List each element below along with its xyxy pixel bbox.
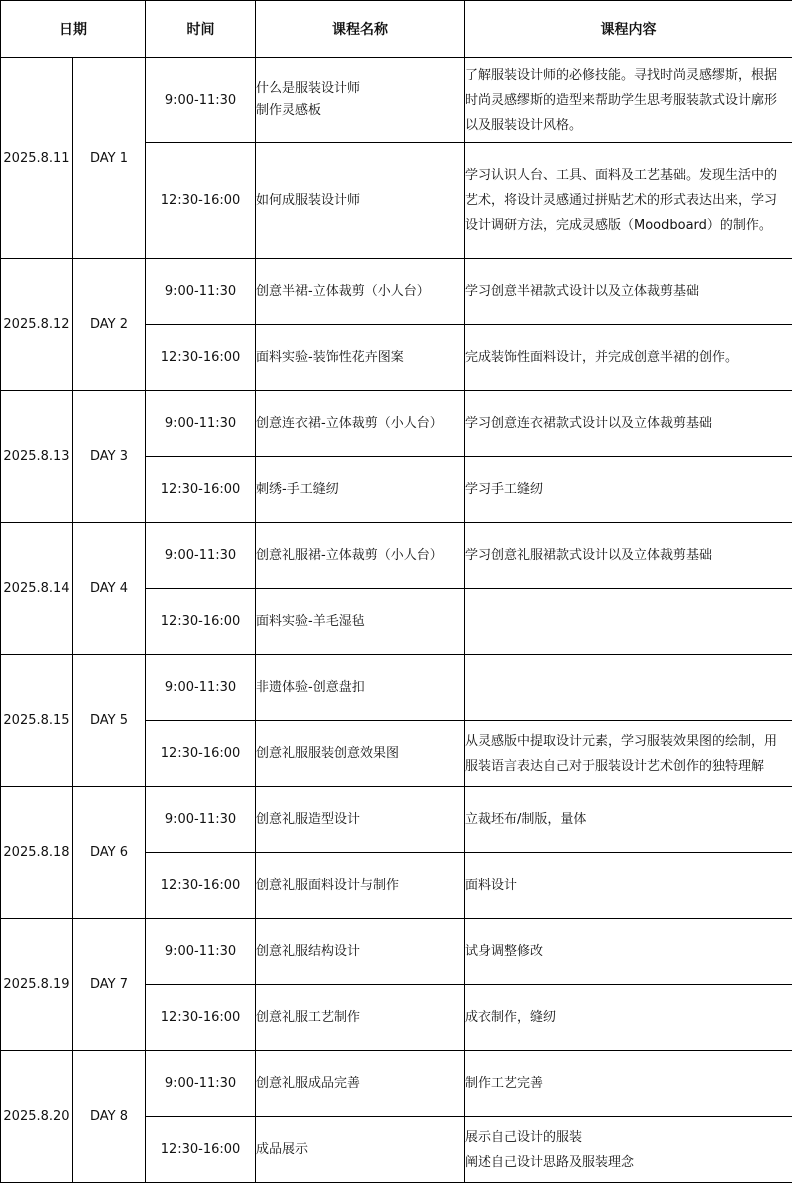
course-content-line: 从灵感版中提取设计元素，学习服装效果图的绘制，用 xyxy=(465,729,792,754)
time-cell: 9:00-11:30 xyxy=(146,259,256,325)
course-content-line: 成衣制作，缝纫 xyxy=(465,1005,792,1030)
course-content-cell xyxy=(465,523,792,589)
course-content-line: 学习认识人台、工具、面料及工艺基础。发现生活中的 xyxy=(465,163,792,188)
course-name-cell xyxy=(256,523,465,589)
date-cell: 2025.8.13 xyxy=(1,391,73,523)
course-name-cell xyxy=(256,919,465,985)
course-content-line: 面料设计 xyxy=(465,873,792,898)
date-cell: 2025.8.12 xyxy=(1,259,73,391)
course-name-line: 成品展示 xyxy=(256,1139,464,1161)
date-cell: 2025.8.19 xyxy=(1,919,73,1051)
course-name-line: 什么是服装设计师 xyxy=(256,78,464,100)
course-content-cell xyxy=(465,655,792,721)
course-content-cell xyxy=(465,457,792,523)
time-cell: 9:00-11:30 xyxy=(146,58,256,143)
course-name-cell xyxy=(256,655,465,721)
time-cell: 12:30-16:00 xyxy=(146,325,256,391)
course-name-cell xyxy=(256,143,465,259)
course-content-cell xyxy=(465,325,792,391)
day-cell: DAY 1 xyxy=(73,58,146,259)
day-cell: DAY 7 xyxy=(73,919,146,1051)
course-content-cell xyxy=(465,143,792,259)
course-content-line: 时尚灵感缪斯的造型来帮助学生思考服装款式设计廓形 xyxy=(465,88,792,113)
course-name-line: 创意礼服造型设计 xyxy=(256,809,464,831)
schedule-row xyxy=(1,523,792,589)
course-content-line: 以及服装设计风格。 xyxy=(465,113,792,138)
schedule-row xyxy=(1,58,792,143)
time-cell: 9:00-11:30 xyxy=(146,787,256,853)
schedule-body xyxy=(1,58,792,1183)
time-cell: 12:30-16:00 xyxy=(146,143,256,259)
course-name-line: 制作灵感板 xyxy=(256,100,464,122)
time-cell: 9:00-11:30 xyxy=(146,1051,256,1117)
course-name-cell xyxy=(256,58,465,143)
course-content-line: 学习创意连衣裙款式设计以及立体裁剪基础 xyxy=(465,411,792,436)
schedule-row xyxy=(1,391,792,457)
course-name-cell xyxy=(256,787,465,853)
course-content-cell xyxy=(465,787,792,853)
course-name-cell xyxy=(256,259,465,325)
course-content-line: 试身调整修改 xyxy=(465,939,792,964)
course-content-cell xyxy=(465,58,792,143)
time-cell: 12:30-16:00 xyxy=(146,985,256,1051)
date-cell: 2025.8.14 xyxy=(1,523,73,655)
day-cell: DAY 8 xyxy=(73,1051,146,1183)
course-content-line: 服装语言表达自己对于服装设计艺术创作的独特理解 xyxy=(465,754,792,779)
course-name-line: 创意半裙-立体裁剪（小人台） xyxy=(256,281,464,303)
course-name-cell xyxy=(256,1117,465,1183)
course-name-line: 如何成服装设计师 xyxy=(256,190,464,212)
course-content-line: 制作工艺完善 xyxy=(465,1071,792,1096)
course-name-line: 面料实验-羊毛湿毡 xyxy=(256,611,464,633)
header-date: 日期 xyxy=(1,1,146,58)
course-name-cell xyxy=(256,589,465,655)
header-row xyxy=(1,1,792,58)
day-cell: DAY 2 xyxy=(73,259,146,391)
schedule-row xyxy=(1,1051,792,1117)
course-content-line: 学习创意半裙款式设计以及立体裁剪基础 xyxy=(465,279,792,304)
time-cell: 9:00-11:30 xyxy=(146,523,256,589)
time-cell: 9:00-11:30 xyxy=(146,919,256,985)
course-name-cell xyxy=(256,853,465,919)
time-cell: 12:30-16:00 xyxy=(146,457,256,523)
course-content-cell xyxy=(465,721,792,787)
course-name-cell xyxy=(256,1051,465,1117)
course-content-line: 了解服装设计师的必修技能。寻找时尚灵感缪斯，根据 xyxy=(465,63,792,88)
header-time: 时间 xyxy=(146,1,256,58)
day-cell: DAY 4 xyxy=(73,523,146,655)
course-name-cell xyxy=(256,325,465,391)
date-cell: 2025.8.11 xyxy=(1,58,73,259)
course-content-cell xyxy=(465,853,792,919)
course-content-line: 学习手工缝纫 xyxy=(465,477,792,502)
course-content-cell xyxy=(465,919,792,985)
course-content-cell xyxy=(465,589,792,655)
time-cell: 9:00-11:30 xyxy=(146,391,256,457)
course-content-cell xyxy=(465,259,792,325)
course-content-line: 学习创意礼服裙款式设计以及立体裁剪基础 xyxy=(465,543,792,568)
course-content-line: 完成装饰性面料设计，并完成创意半裙的创作。 xyxy=(465,345,792,370)
time-cell: 12:30-16:00 xyxy=(146,1117,256,1183)
schedule-row xyxy=(1,655,792,721)
course-content-line: 阐述自己设计思路及服装理念 xyxy=(465,1150,792,1175)
course-name-line: 创意礼服工艺制作 xyxy=(256,1007,464,1029)
schedule-row xyxy=(1,259,792,325)
course-name-cell xyxy=(256,721,465,787)
course-content-cell xyxy=(465,391,792,457)
time-cell: 9:00-11:30 xyxy=(146,655,256,721)
date-cell: 2025.8.15 xyxy=(1,655,73,787)
course-name-line: 非遗体验-创意盘扣 xyxy=(256,677,464,699)
course-content-line: 艺术，将设计灵感通过拼贴艺术的形式表达出来，学习 xyxy=(465,188,792,213)
header-content: 课程内容 xyxy=(465,1,792,58)
header-course: 课程名称 xyxy=(256,1,465,58)
course-content-line: 立裁坯布/制版，量体 xyxy=(465,807,792,832)
course-name-cell xyxy=(256,985,465,1051)
course-content-line: 展示自己设计的服装 xyxy=(465,1125,792,1150)
time-cell: 12:30-16:00 xyxy=(146,721,256,787)
course-name-line: 创意连衣裙-立体裁剪（小人台） xyxy=(256,413,464,435)
time-cell: 12:30-16:00 xyxy=(146,853,256,919)
day-cell: DAY 5 xyxy=(73,655,146,787)
time-cell: 12:30-16:00 xyxy=(146,589,256,655)
course-name-line: 创意礼服面料设计与制作 xyxy=(256,875,464,897)
day-cell: DAY 3 xyxy=(73,391,146,523)
date-cell: 2025.8.18 xyxy=(1,787,73,919)
course-name-line: 面料实验-装饰性花卉图案 xyxy=(256,347,464,369)
course-name-cell xyxy=(256,457,465,523)
day-cell: DAY 6 xyxy=(73,787,146,919)
course-name-line: 创意礼服结构设计 xyxy=(256,941,464,963)
course-content-cell xyxy=(465,1051,792,1117)
course-content-line: 设计调研方法，完成灵感版（Moodboard）的制作。 xyxy=(465,213,792,238)
course-name-line: 创意礼服裙-立体裁剪（小人台） xyxy=(256,545,464,567)
course-name-line: 刺绣-手工缝纫 xyxy=(256,479,464,501)
course-content-cell xyxy=(465,985,792,1051)
course-content-cell xyxy=(465,1117,792,1183)
schedule-row xyxy=(1,787,792,853)
date-cell: 2025.8.20 xyxy=(1,1051,73,1183)
course-name-line: 创意礼服成品完善 xyxy=(256,1073,464,1095)
course-name-cell xyxy=(256,391,465,457)
schedule-row xyxy=(1,919,792,985)
course-name-line: 创意礼服服装创意效果图 xyxy=(256,743,464,765)
